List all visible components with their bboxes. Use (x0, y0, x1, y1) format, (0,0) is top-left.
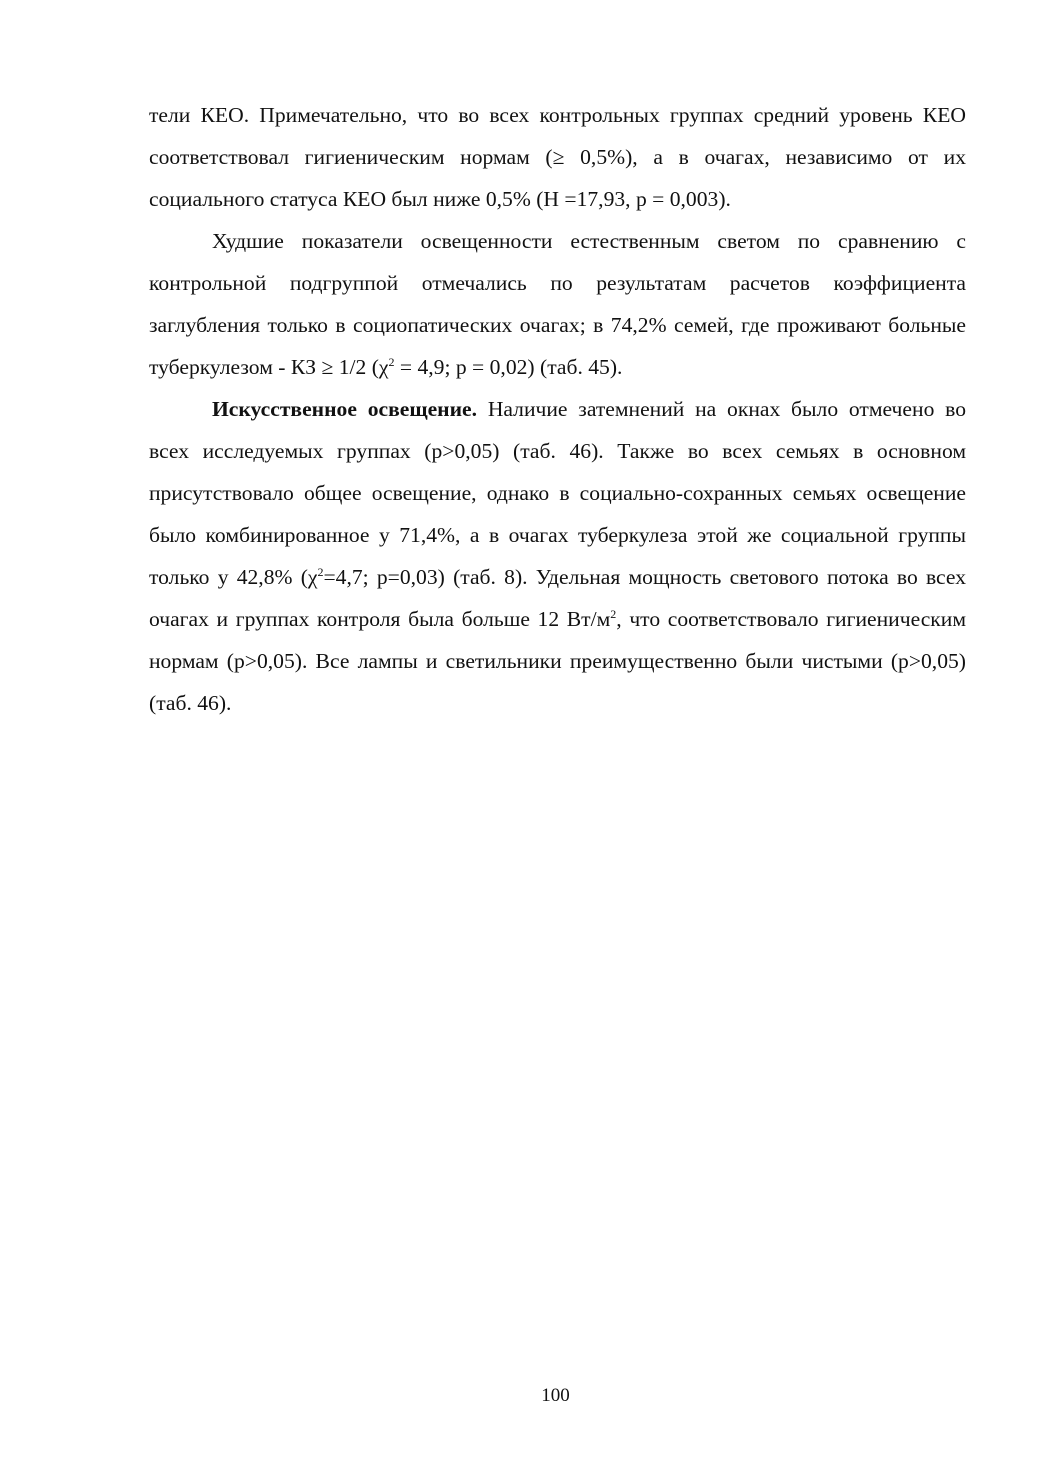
superscript: 2 (610, 606, 617, 621)
superscript: 2 (317, 564, 324, 579)
body-text (149, 94, 966, 724)
paragraph-1 (149, 94, 966, 220)
text-segment: тели КЕО. Примечательно, что во всех контрольных группах средний уровень КЕО соответствовал гигиеническим нормам (≥ 0,5%), а в очагах, независимо от их социального статуса КЕО был ниже 0,5% (Н =17,93, р = 0,003). (149, 103, 966, 211)
text-segment: Наличие затемнений на окнах было отмечено во всех исследуемых группах (р>0,05) (таб. 46). Также во всех семьях в основном присутствовало общее освещение, однако в социально-сохранных семьях освещение было комбинированное у 71,4%, а в очагах туберкулеза этой же социальной группы только у 42,8% (χ (149, 397, 966, 589)
paragraph-lead: Искусственное освещение. (212, 397, 478, 421)
superscript: 2 (388, 354, 395, 369)
text-segment: = 4,9; р = 0,02) (таб. 45). (394, 355, 623, 379)
paragraph-2 (149, 220, 966, 388)
paragraph-3 (149, 388, 966, 724)
page-number: 100 (541, 1385, 570, 1406)
text-segment: , что соответствовало гигиеническим нормам (р>0,05). Все лампы и светильники преимущественно были чистыми (р>0,05) (таб. 46). (149, 607, 966, 715)
text-segment: Худшие показатели освещенности естественным светом по сравнению с контрольной подгруппой отмечались по результатам расчетов коэффициента заглубления только в социопатических очагах; в 74,2% семей, где проживают больные туберкулезом - КЗ ≥ 1/2 (χ (149, 229, 966, 379)
text-segment: =4,7; р=0,03) (таб. 8). Удельная мощность светового потока во всех очагах и группах контроля была больше 12 Вт/м (149, 565, 967, 631)
